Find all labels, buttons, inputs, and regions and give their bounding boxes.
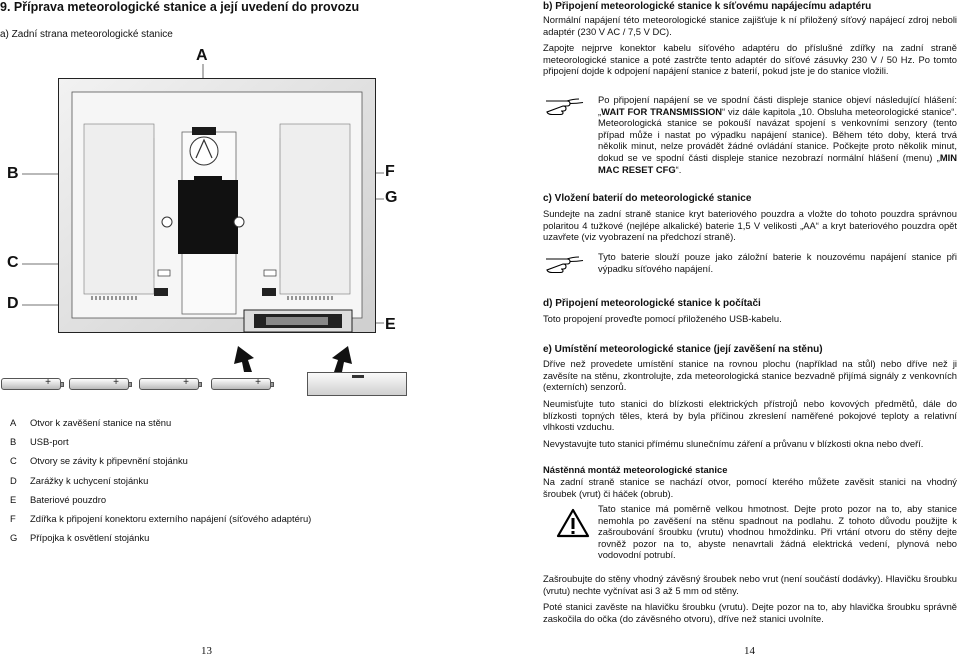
para-e2: Neumisťujte tuto stanici do blízkosti elektrických přístrojů nebo kovových předmětů, dále do blízkosti topných těles, která by byla příčinou zkreslení naměřené pokojové teploty a relativní vlhkosti vzduchu. bbox=[543, 398, 957, 433]
heading-d: d) Připojení meteorologické stanice k počítači bbox=[543, 298, 761, 309]
para-b1: Normální napájení této meteorologické stanice zajišťuje k ní přiložený síťový napájecí zdroj neboli adaptér (230 V AC / 7,5 V DC). bbox=[543, 14, 957, 37]
warning-text: Tato stanice má poměrně velkou hmotnost. Dejte proto pozor na to, aby stanice nemohla po zavěšení na stěnu spadnout na podlahu. Z tohoto důvodu použijte k zašroubování šroubku (vrutu) vhodnou hmoždinku. Při vrtání otvoru do stěny dejte rovněž pozor na to, abyste nenavrtali žádná elektrická vedení, plynová nebo vodovodní potrubí. bbox=[598, 503, 957, 561]
para-c1: Sundejte na zadní straně stanice kryt bateriového pouzdra a vložte do tohoto pouzdra správnou polaritou 4 tužkové (nejlépe alkalické) baterie 1,5 V velikosti „AA“ a kryt bateriového pouzdra opět uzavřete (viz vyobrazení na předchozí straně). bbox=[543, 208, 957, 243]
section-subtitle: a) Zadní strana meteorologické stanice bbox=[0, 29, 173, 40]
note-batteries: Tyto baterie slouží pouze jako záložní baterie k nouzovému napájení stanice při výpadku síťového napájení. bbox=[598, 251, 957, 274]
insertion-arrows bbox=[230, 344, 380, 374]
station-rear-drawing bbox=[58, 78, 376, 333]
page-number-left: 13 bbox=[201, 645, 212, 657]
label-g: G bbox=[385, 189, 398, 206]
page-number-right: 14 bbox=[744, 645, 755, 657]
para-d1: Toto propojení proveďte pomocí přiloženého USB-kabelu. bbox=[543, 313, 782, 324]
battery-cover bbox=[307, 372, 407, 396]
heading-c: c) Vložení baterií do meteorologické stanice bbox=[543, 193, 752, 204]
heading-e: e) Umístění meteorologické stanice (její zavěšení na stěnu) bbox=[543, 344, 823, 355]
battery-4: + bbox=[211, 378, 271, 390]
pointing-hand-icon bbox=[545, 95, 585, 115]
note-transmission: Po připojení napájení se ve spodní části displeje stanice objeví následující hlášení: „WAIT FOR TRANSMISSION“ viz dále kapitola „10. Obsluha meteorologické stanice“. Meteorologická stanice se pokouší navázat spojení s venkovními senzory (tento případ může i nastat po výpadku napájení stanice). Během této doby, která trvá několik minut, nelze provádět žádné ovládání stanice. Počkejte proto několik minut, dokud se ve spodní části displeje stanice nezobrazí normální hlášení (menu) „MIN MAC RESET CFG“. bbox=[598, 94, 958, 175]
para-b2: Zapojte nejprve konektor kabelu síťového adaptéru do příslušné zdířky na zadní straně meteorologické stanice a poté zastrčte tento adaptér do síťové zásuvky 230 V / 50 Hz. Po tomto připojení dojde k odpojení napájení stanice z baterií, pokud jste je do stanice vložili. bbox=[543, 42, 957, 77]
battery-3: + bbox=[139, 378, 199, 390]
para-e3: Nevystavujte tuto stanici přímému slunečnímu záření a průvanu v blízkosti okna nebo dveří. bbox=[543, 438, 924, 449]
label-b: B bbox=[7, 165, 19, 182]
label-f: F bbox=[385, 163, 395, 180]
heading-b: b) Připojení meteorologické stanice k síťovému napájecímu adaptéru bbox=[543, 1, 872, 12]
para-e5: Zašroubujte do stěny vhodný závěsný šroubek nebo vrut (není součástí dodávky). Hlavičku šroubku (vrutu) nechte vyčnívat asi 3 až 5 mm od stěny. bbox=[543, 573, 957, 596]
para-e4: Na zadní straně stanice se nachází otvor, pomocí kterého můžete zavěsit stanici na vhodný šroubek (vrut) či háček (obrub). bbox=[543, 476, 957, 499]
page-title: 9. Příprava meteorologické stanice a její uvedení do provozu bbox=[0, 0, 360, 14]
msg-menu: MIN MAC RESET CFG bbox=[598, 151, 957, 175]
label-d: D bbox=[7, 295, 19, 312]
sub-heading-wall: Nástěnná montáž meteorologické stanice bbox=[543, 464, 728, 475]
para-e1: Dříve než provedete umístění stanice na rovnou plochu (například na stůl) nebo dříve než ji zavěsíte na stěnu, zkontrolujte, zda meteorologická stanice bezvadně přijímá signály z venkovních (externích) senzorů. bbox=[543, 358, 957, 393]
battery-1: + bbox=[1, 378, 61, 390]
label-c: C bbox=[7, 254, 19, 271]
label-a: A bbox=[196, 47, 208, 64]
battery-2: + bbox=[69, 378, 129, 390]
label-e: E bbox=[385, 316, 396, 333]
pointing-hand-icon bbox=[545, 253, 585, 273]
legend: A Otvor k zavěšení stanice na stěnu B USB-port C Otvory se závity k připevnění stojánku D Zarážky k uchycení stojánku E Bateriové pouzdro F Zdířka k připojení konektoru externího napájení (síťového adaptéru) G Přípojka k osvětlení stojánku bbox=[10, 417, 312, 543]
para-e6: Poté stanici zavěste na hlavičku šroubku (vrutu). Dejte pozor na to, aby hlavička šroubku správně zaskočila do očka (do závěsného otvoru), dříve než stanici uvolníte. bbox=[543, 601, 957, 624]
warning-icon bbox=[556, 508, 590, 538]
msg-wait: WAIT FOR TRANSMISSION bbox=[601, 105, 723, 117]
